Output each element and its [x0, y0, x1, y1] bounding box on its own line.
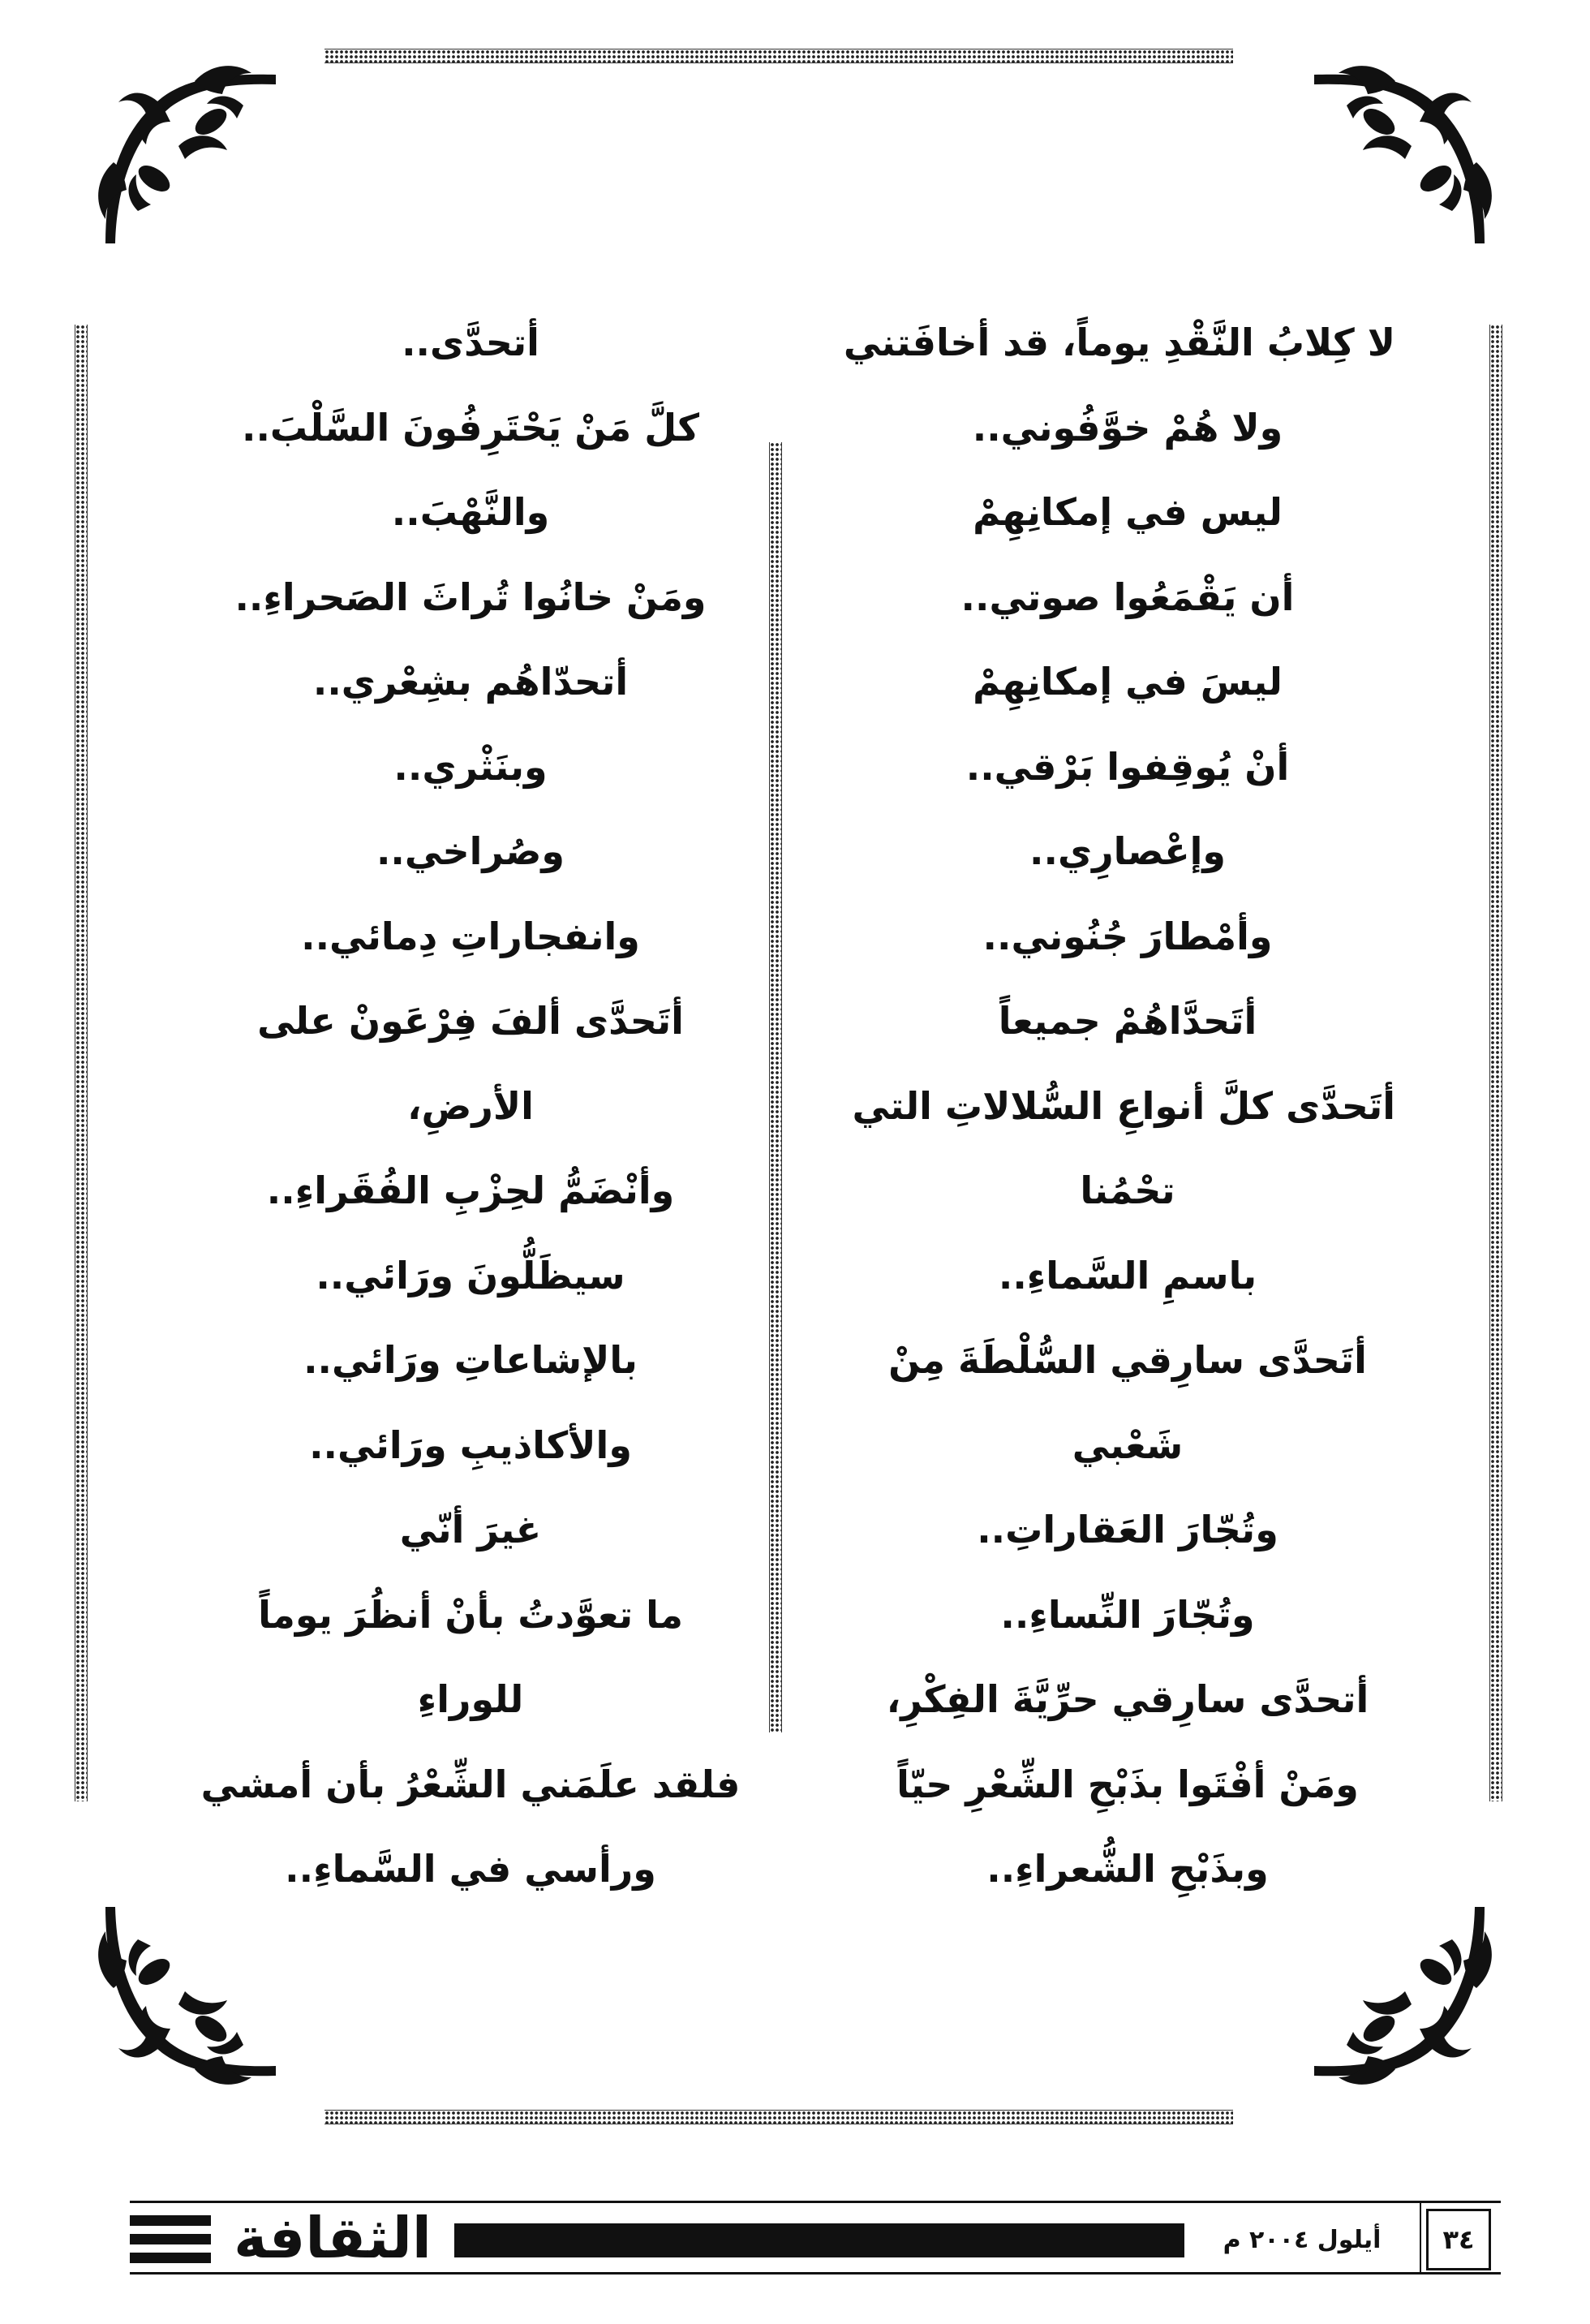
- poem-line: الأرضِ،: [407, 1083, 534, 1128]
- magazine-logo: الثقافة: [234, 2205, 432, 2271]
- poem-line: وتُجّارَ النِّساءِ..: [1000, 1592, 1255, 1637]
- poem-line: والأكاذيبِ ورَائي..: [309, 1422, 632, 1467]
- poem-line: أتَحدَّى كلَّ أنواعِ السُّلالاتِ التي: [852, 1083, 1395, 1128]
- poem-line: وأنْضَمُّ لحِزْبِ الفُقَراءِ..: [266, 1168, 675, 1212]
- poem-line: لا كِلابُ النَّقْدِ يوماً، قد أخافَتني: [843, 321, 1395, 364]
- bottom-dotted-border: [324, 2110, 1233, 2124]
- poem-line: للوراءِ: [417, 1677, 524, 1721]
- poem-line: كلَّ مَنْ يَحْتَرِفُونَ السَّلْبَ..: [241, 405, 700, 450]
- floral-corner-icon: [1298, 57, 1501, 260]
- poem-line: أن يَقْمَعُوا صوتي..: [960, 575, 1295, 619]
- footer-black-bar: [454, 2223, 1184, 2257]
- poem-line: وبذَبْحِ الشُّعراءِ..: [986, 1847, 1269, 1891]
- poem-line: بالإشاعاتِ ورَائي..: [303, 1338, 638, 1382]
- poem-line: أتَحدَّى ألفَ فِرْعَونْ على: [257, 999, 684, 1043]
- poem-line: وتُجّارَ العَقاراتِ..: [977, 1508, 1278, 1551]
- poem-line: أتحدَّى سارِقي حرِّيَّةَ الفِكْرِ،: [886, 1677, 1369, 1721]
- poem-line: وانفجاراتِ دِمائي..: [301, 914, 640, 958]
- issue-date: أيلول ٢٠٠٤ م: [1223, 2226, 1382, 2254]
- floral-corner-icon: [89, 1891, 292, 2094]
- poem-line: تحْمُنا: [1080, 1168, 1175, 1212]
- floral-corner-icon: [89, 57, 292, 260]
- poem-line: أتَحدَّى سارِقي السُّلْطَةَ مِنْ: [888, 1338, 1367, 1382]
- poem-line: فلقد علَمَني الشِّعْرُ بأن أمشي: [200, 1762, 741, 1806]
- poem-line: وإعْصارِي..: [1029, 829, 1226, 873]
- poem-line: ليس في إمكانِهِمْ: [973, 490, 1283, 534]
- poem-line: سيظَلُّونَ ورَائي..: [316, 1253, 625, 1298]
- poem-line: ومَنْ خانُوا تُراثَ الصَحراءِ..: [234, 575, 707, 619]
- right-dotted-border: [1489, 325, 1502, 1801]
- poem-line: شَعْبي: [1072, 1422, 1184, 1467]
- poem-line: أنْ يُوقِفوا بَرْقي..: [965, 744, 1290, 789]
- poem-line: ورأسي في السَّماءِ..: [285, 1847, 656, 1891]
- poem-line: أتَحدَّاهُمْ جميعاً: [998, 999, 1257, 1043]
- center-dotted-divider: [769, 442, 782, 1732]
- floral-corner-icon: [1298, 1891, 1501, 2094]
- top-dotted-border: [324, 49, 1233, 63]
- poem-line: وصُراخي..: [376, 829, 565, 873]
- poem-line: ما تعوَّدتُ بأنْ أنظُرَ يوماً: [258, 1592, 683, 1637]
- footer-divider: [1420, 2201, 1421, 2274]
- poem-line: ولا هُمْ خوَّفُوني..: [972, 405, 1283, 450]
- poem-line: أتحدَّى..: [402, 321, 539, 364]
- page-number: ٣٤: [1426, 2209, 1491, 2270]
- poem-line: والنَّهْبَ..: [391, 490, 550, 534]
- poem-right-column: [843, 300, 1395, 1912]
- poem-line: أتحدّاهُم بشِعْري..: [312, 660, 629, 704]
- logo-stripes: [130, 2215, 211, 2264]
- poem-line: وبنَثْري..: [393, 744, 548, 789]
- poem-left-column: [187, 300, 754, 1912]
- poem-line: وأمْطارَ جُنُوني..: [982, 914, 1273, 958]
- poem-line: باسمِ السَّماءِ..: [998, 1253, 1257, 1298]
- poem-line: ليسَ في إمكانِهِمْ: [973, 660, 1283, 704]
- poem-line: ومَنْ أفْتَوا بذَبْحِ الشِّعْرِ حيّاً: [896, 1762, 1359, 1806]
- poem-line: غيرَ أنّي: [399, 1508, 542, 1551]
- left-dotted-border: [75, 325, 88, 1801]
